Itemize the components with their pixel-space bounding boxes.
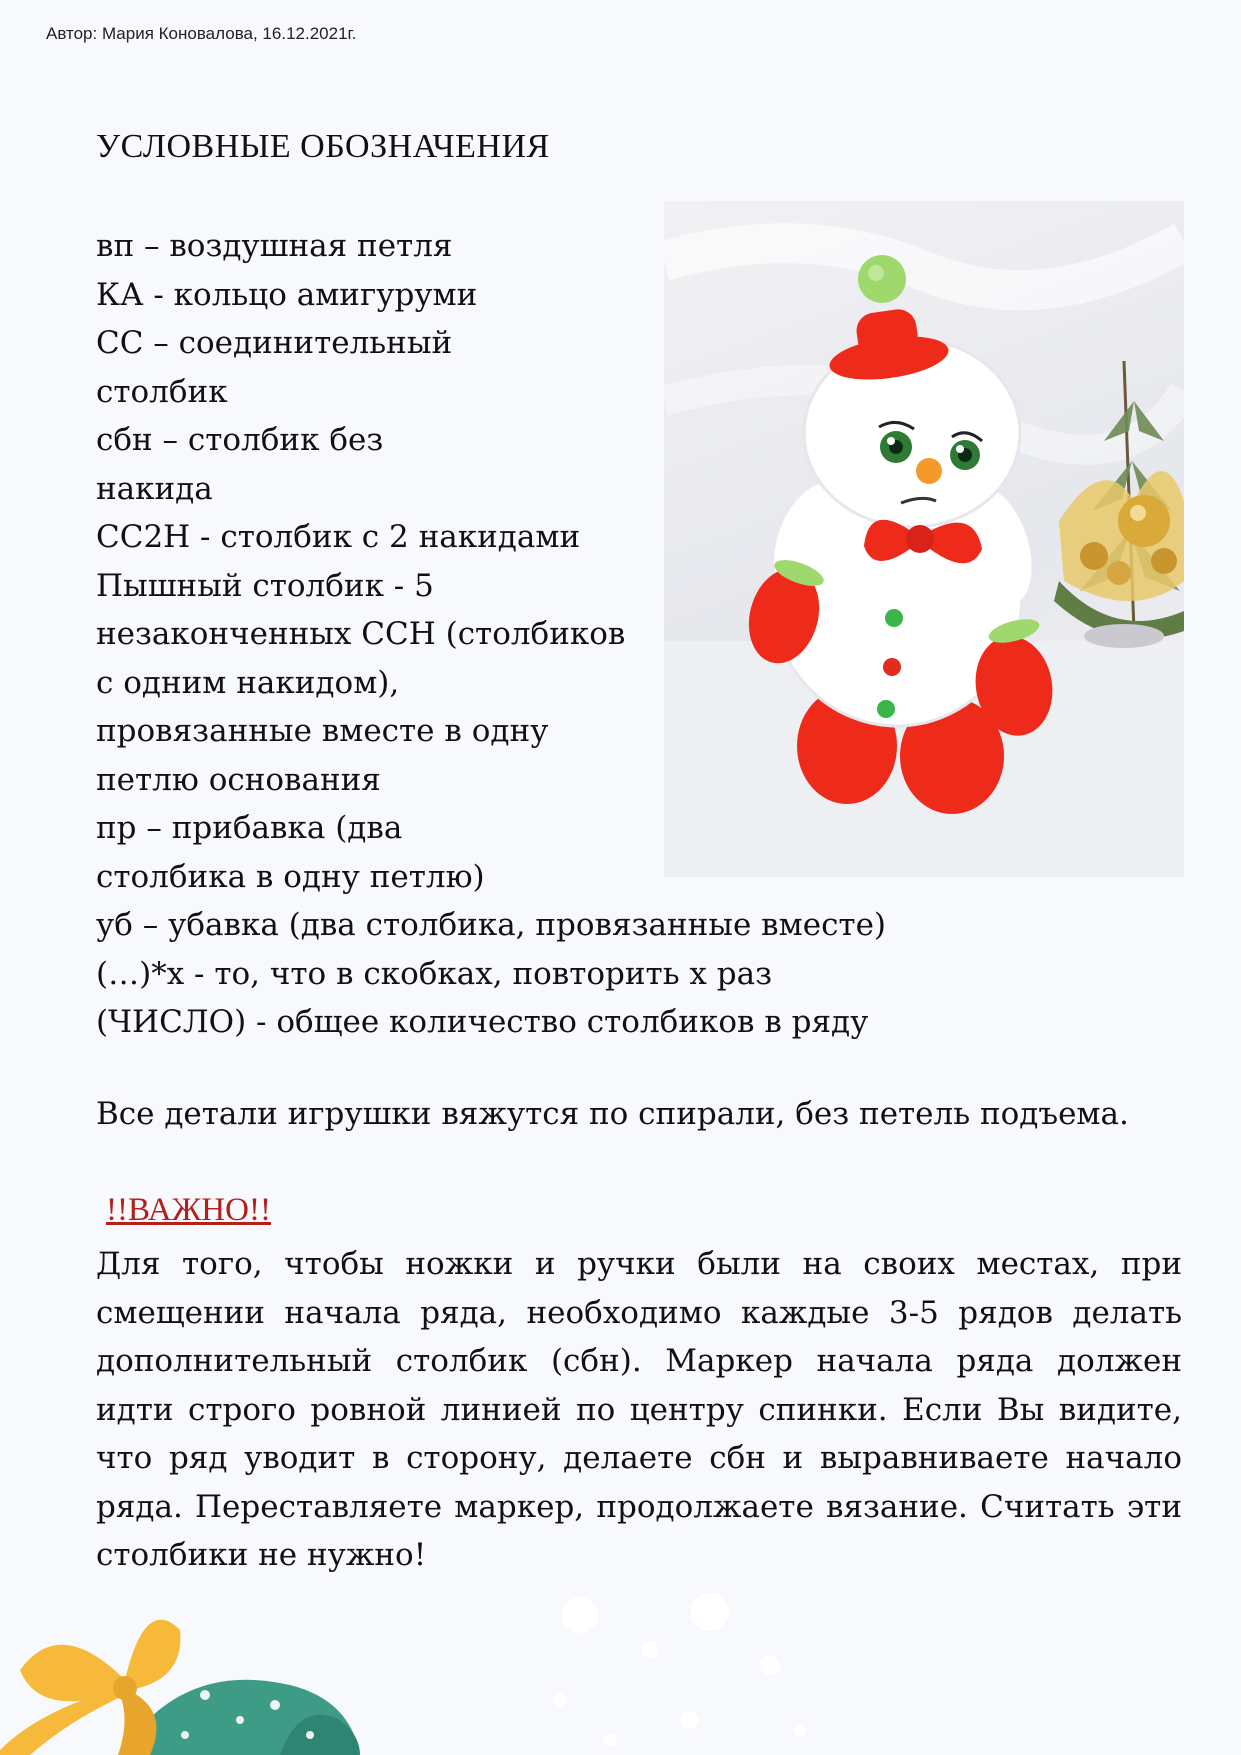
snowman-illustration — [664, 201, 1184, 877]
legend-line: накида — [96, 470, 213, 507]
legend-title: УСЛОВНЫЕ ОБОЗНАЧЕНИЯ — [96, 128, 550, 165]
author-line: Автор: Мария Коновалова, 16.12.2021г. — [46, 24, 357, 43]
legend-line: вп – воздушная петля — [96, 228, 453, 264]
legend-line: сбн – столбик без — [96, 422, 384, 458]
legend-line: (…)*х - то, что в скобках, повторить х раз — [96, 955, 773, 992]
legend-line: провязанные вместе в одну — [96, 713, 549, 749]
important-paragraph: Для того, чтобы ножки и ручки были на своих местах, при смещении начала ряда, необходимо каждые 3-5 рядов делать дополнительный столбик (сбн). Маркер начала ряда должен идти строго ровной линией по центру спинки. Если Вы видите, что ряд уводит в сторону, делаете сбн и выравниваете начало ряда. Переставляете маркер, продолжаете вязание. Считать эти столбики не нужно! — [96, 1246, 1182, 1573]
legend-line: незаконченных ССН (столбиков — [96, 616, 626, 652]
snowflakes-decoration — [540, 1580, 840, 1755]
gift-decoration — [0, 1590, 560, 1755]
legend-line: петлю основания — [96, 761, 381, 798]
snowman-toy-photo — [664, 201, 1184, 877]
legend-line: СС2Н - столбик с 2 накидами — [96, 519, 581, 555]
legend-line: КА - кольцо амигуруми — [96, 276, 478, 313]
spiral-note: Все детали игрушки вяжутся по спирали, без петель подъема. — [96, 1096, 1129, 1132]
legend-line: уб – убавка (два столбика, провязанные вместе) — [96, 907, 887, 943]
legend-line: с одним накидом), — [96, 664, 400, 701]
legend-line: столбика в одну петлю) — [96, 858, 485, 895]
legend-line: Пышный столбик - 5 — [96, 567, 434, 604]
legend-line: столбик — [96, 373, 228, 410]
legend-line: пр – прибавка (два — [96, 810, 403, 846]
legend-line: (ЧИСЛО) - общее количество столбиков в ряду — [96, 1004, 869, 1040]
legend-line: СС – соединительный — [96, 325, 453, 361]
important-heading: !!ВАЖНО!! — [106, 1192, 271, 1228]
